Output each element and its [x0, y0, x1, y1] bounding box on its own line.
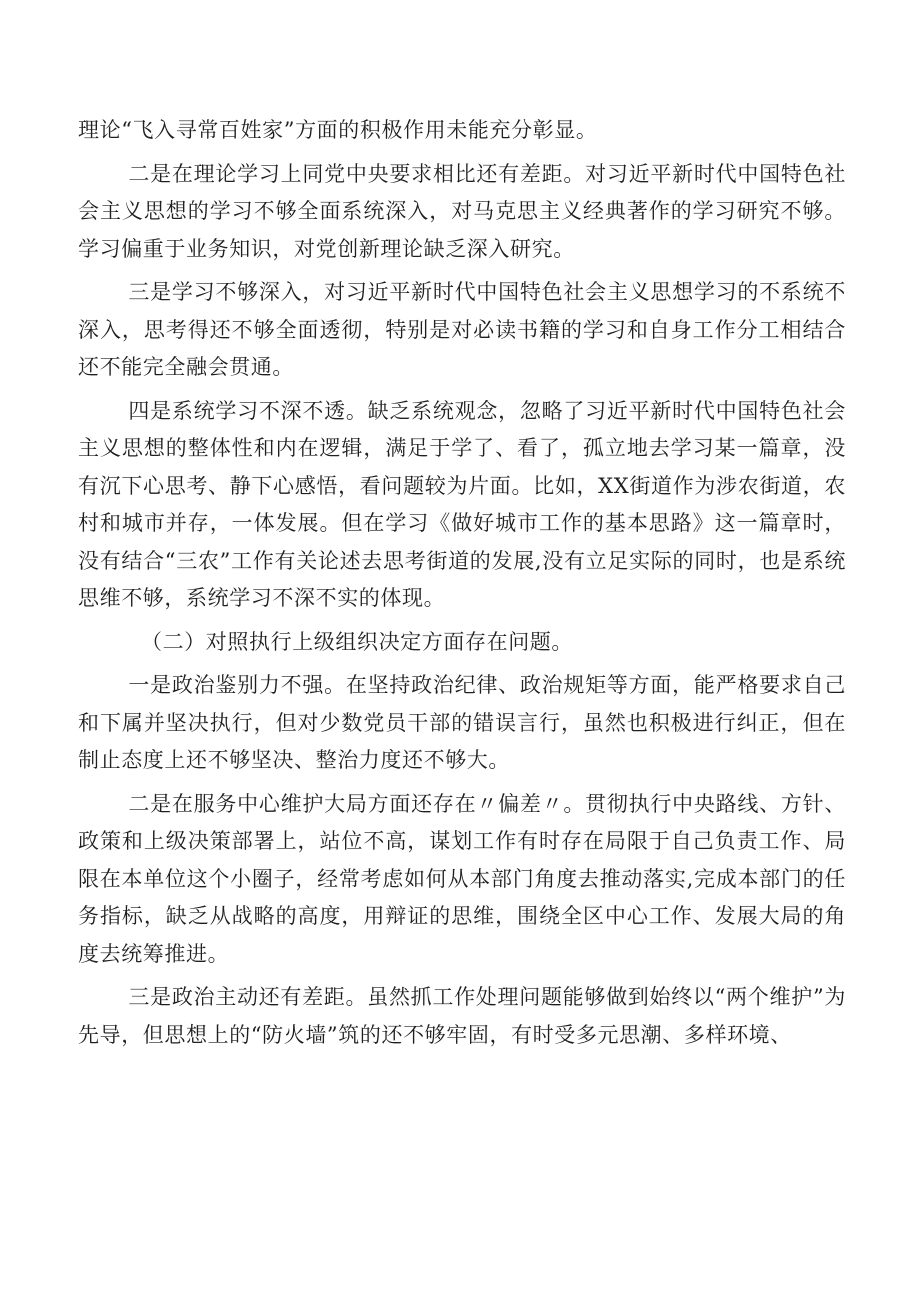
paragraph-2: 二是在理论学习上同党中央要求相比还有差距。对习近平新时代中国特色社会主义思想的学习不够全面系统深入，对马克思主义经典著作的学习研究不够。学习偏重于业务知识，对党创新理论缺乏深入研究。: [78, 161, 846, 261]
paragraph-3: 三是学习不够深入，对习近平新时代中国特色社会主义思想学习的不系统不深入，思考得还不够全面透彻，特别是对必读书籍的学习和自身工作分工相结合还不能完全融会贯通。: [78, 280, 846, 379]
paragraph-1: 理论“飞入寻常百姓家”方面的积极作用未能充分彰显。: [78, 118, 598, 142]
document-body: [78, 112, 846, 1060]
paragraph-7: 三是政治主动还有差距。虽然抓工作处理问题能够做到始终以“两个维护”为先导，但思想上的“防火墙”筑的还不够牢固，有时受多元思潮、多样环境、: [78, 985, 846, 1047]
paragraph-4: 四是系统学习不深不透。缺乏系统观念，忽略了习近平新时代中国特色社会主义思想的整体性和内在逻辑，满足于学了、看了，孤立地去学习某一篇章，没有沉下心思考、静下心感悟，看问题较为片面。比如，XX街道作为涉农街道，农村和城市并存，一体发展。但在学习《做好城市工作的基本思路》这一篇章时，没有结合“三农”工作有关论述去思考街道的发展,没有立足实际的同时，也是系统思维不够，系统学习不深不实的体现。: [78, 398, 846, 610]
section-heading: （二）对照执行上级组织决定方面存在问题。: [141, 629, 573, 654]
paragraph-6: 二是在服务中心维护大局方面还存在〃偏差〃。贯彻执行中央路线、方针、政策和上级决策部署上，站位不高，谋划工作有时存在局限于自己负责工作、局限在本单位这个小圈子，经常考虑如何从本部门角度去推动落实,完成本部门的任务指标，缺乏从战略的高度，用辩证的思维，围绕全区中心工作、发展大局的角度去统筹推进。: [78, 791, 846, 966]
paragraph-5: 一是政治鉴别力不强。在坚持政治纪律、政治规矩等方面，能严格要求自己和下属并坚决执行，但对少数党员干部的错误言行，虽然也积极进行纠正，但在制止态度上还不够坚决、整治力度还不够大。: [78, 673, 846, 772]
